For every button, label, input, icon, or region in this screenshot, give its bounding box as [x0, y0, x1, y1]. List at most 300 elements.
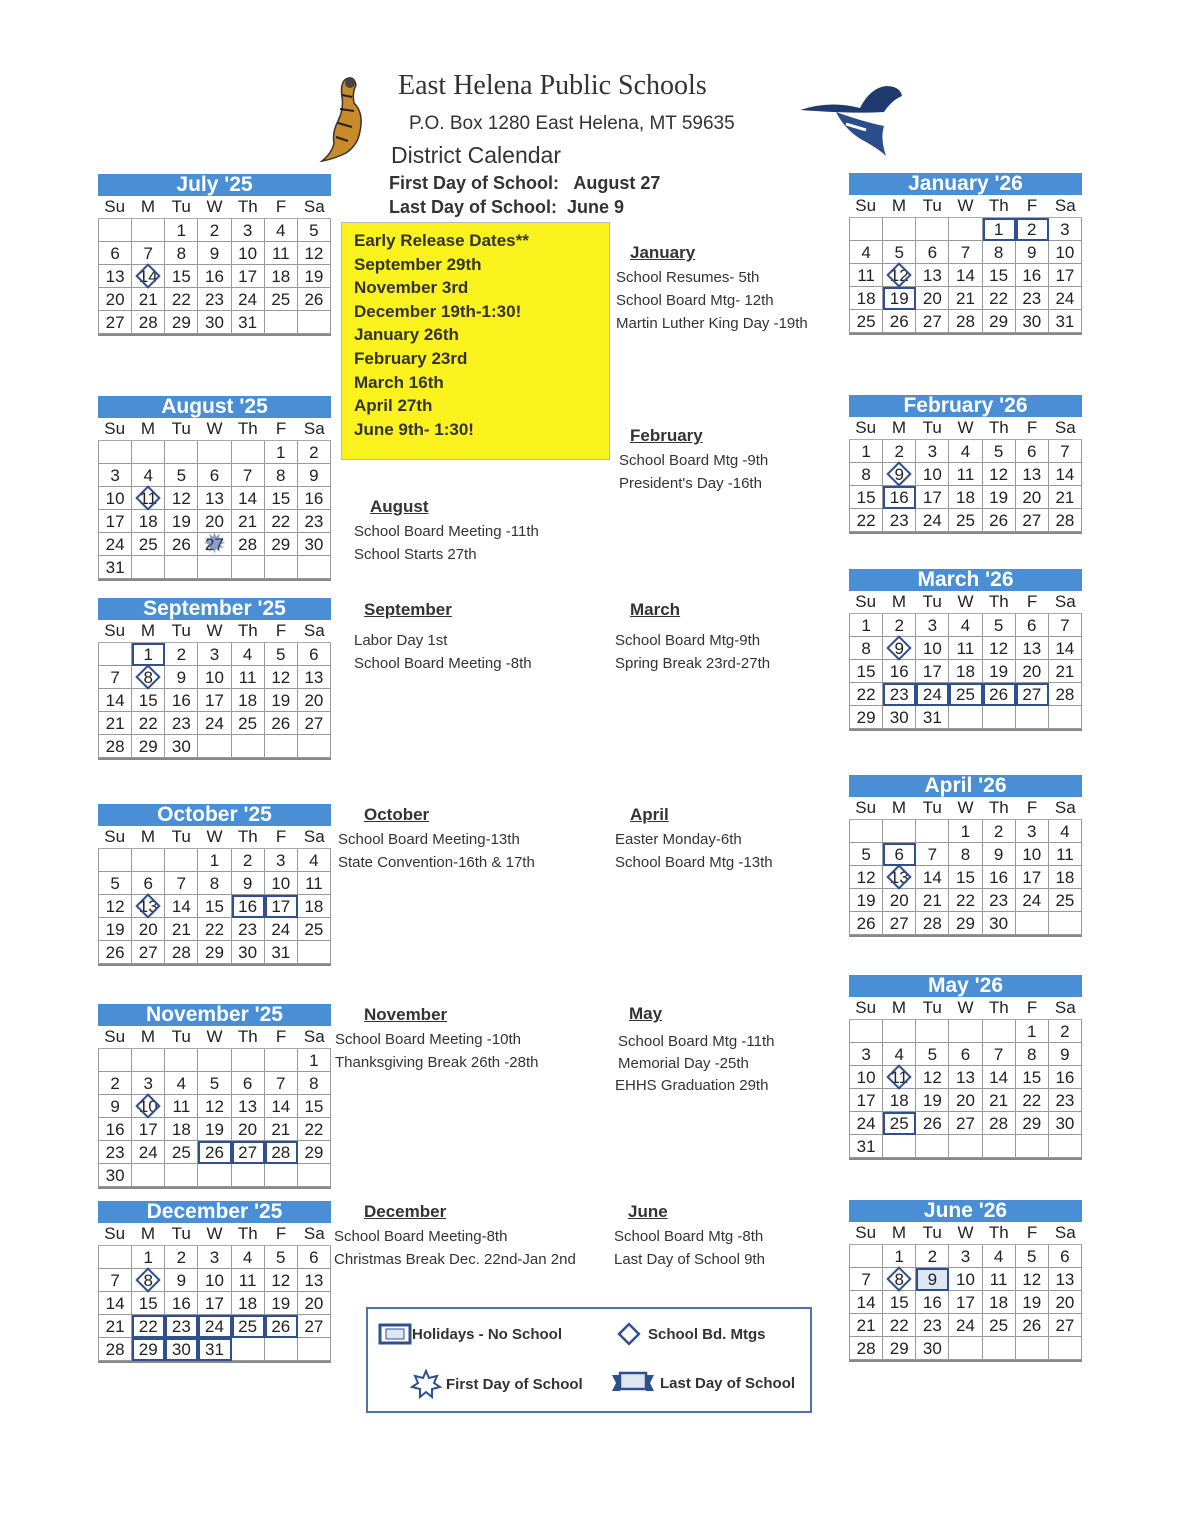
weekday-label: Su [855, 592, 877, 611]
month-title: May '26 [849, 975, 1082, 997]
weekday-label: M [891, 418, 906, 437]
early-release-date: June 9th- 1:30! [354, 419, 474, 439]
day-cell: 28 [916, 912, 949, 935]
day-cell: 11 [165, 1095, 198, 1118]
empty-day-cell [198, 735, 231, 758]
day-cell: 1 [132, 1246, 165, 1269]
day-cell: 25 [1049, 889, 1082, 912]
day-cell: 12 [165, 487, 198, 510]
day-cell: 18 [165, 1118, 198, 1141]
week-row [98, 1246, 331, 1269]
month-title: October '25 [98, 804, 331, 826]
day-cell: 4 [1049, 820, 1082, 843]
day-cell: 8 [983, 241, 1016, 264]
weekday-label: Su [855, 196, 877, 215]
day-cell: 15 [298, 1095, 331, 1118]
event-item: School Board Mtg -13th [615, 854, 773, 871]
week-row [849, 218, 1082, 241]
day-cell: 2 [883, 440, 916, 463]
day-cell: 17 [949, 1291, 982, 1314]
day-cell: 31 [916, 706, 949, 729]
day-cell: 9 [98, 1095, 132, 1118]
day-cell: 31 [98, 556, 132, 579]
day-cell: 2 [198, 219, 231, 242]
event-item: School Board Mtg -8th [614, 1228, 764, 1245]
empty-day-cell [265, 735, 298, 758]
legend-board [614, 1321, 766, 1347]
empty-day-cell [1016, 1135, 1049, 1158]
week-row [849, 912, 1082, 935]
event-item: EHHS Graduation 29th [615, 1077, 769, 1094]
weekday-row [849, 591, 1082, 614]
calendar-december-25 [98, 1201, 331, 1363]
day-cell: 2 [165, 643, 198, 666]
weekday-label: Tu [171, 827, 191, 846]
weekday-label: M [140, 621, 155, 640]
day-cell: 25 [132, 533, 165, 556]
diamond-icon [614, 1321, 644, 1347]
day-cell: 5 [883, 241, 916, 264]
weekday-label: W [957, 1223, 974, 1242]
day-cell: 6 [298, 1246, 331, 1269]
events-november [335, 1003, 538, 1074]
day-cell: 4 [883, 1043, 916, 1066]
day-cell: 15 [883, 1291, 916, 1314]
weekday-label: F [1026, 196, 1038, 215]
day-cell: 28 [165, 941, 198, 964]
day-cell: 21 [98, 712, 132, 735]
day-cell: 25 [883, 1112, 916, 1135]
day-cell: 14 [165, 895, 198, 918]
day-cell: 5 [916, 1043, 949, 1066]
weekday-label: Su [104, 621, 126, 640]
day-cell: 20 [1016, 486, 1049, 509]
day-cell: 11 [132, 487, 165, 510]
empty-day-cell [132, 441, 165, 464]
event-item: School Board Mtg -11th [618, 1033, 775, 1050]
day-cell: 20 [298, 689, 331, 712]
empty-day-cell [1049, 912, 1082, 935]
day-cell: 6 [916, 241, 949, 264]
empty-day-cell [949, 706, 982, 729]
day-cell: 3 [916, 614, 949, 637]
day-cell: 22 [883, 1314, 916, 1337]
page-title: East Helena Public Schools [398, 70, 707, 101]
day-cell: 10 [916, 637, 949, 660]
weekday-row [98, 826, 331, 849]
week-row [98, 1269, 331, 1292]
weekday-label: F [1026, 998, 1038, 1017]
day-cell: 26 [916, 1112, 949, 1135]
weekday-row [98, 1026, 331, 1049]
day-cell: 5 [983, 614, 1016, 637]
day-cell: 18 [1049, 866, 1082, 889]
week-row [98, 464, 331, 487]
day-cell: 6 [1016, 614, 1049, 637]
weekday-label: Th [988, 798, 1009, 817]
day-cell: 15 [849, 486, 883, 509]
day-cell: 22 [983, 287, 1016, 310]
day-cell: 26 [849, 912, 883, 935]
weekday-label: F [1026, 592, 1038, 611]
day-cell: 24 [1016, 889, 1049, 912]
day-cell: 14 [849, 1291, 883, 1314]
day-cell: 13 [1049, 1268, 1082, 1291]
day-cell: 30 [198, 311, 231, 334]
day-cell: 28 [1049, 509, 1082, 532]
day-cell: 3 [232, 219, 265, 242]
event-item: School Board Mtg-9th [615, 632, 761, 649]
weekday-label: M [140, 1027, 155, 1046]
day-cell: 23 [1016, 287, 1049, 310]
day-cell: 25 [983, 1314, 1016, 1337]
weekday-label: Th [988, 592, 1009, 611]
week-row [849, 1314, 1082, 1337]
month-heading: January [630, 243, 696, 262]
day-cell: 16 [165, 1292, 198, 1315]
day-cell: 27 [949, 1112, 982, 1135]
last-day-text: Last Day of School: June 9 [389, 197, 625, 217]
day-cell: 10 [198, 666, 231, 689]
day-cell: 3 [265, 849, 298, 872]
events-october [338, 803, 535, 874]
day-cell: 13 [198, 487, 231, 510]
day-cell: 18 [298, 895, 331, 918]
weekday-label: F [275, 419, 287, 438]
week-row [98, 918, 331, 941]
day-cell: 10 [849, 1066, 883, 1089]
day-cell: 15 [165, 265, 198, 288]
weekday-label: Su [104, 827, 126, 846]
empty-day-cell [265, 1338, 298, 1361]
week-row [849, 843, 1082, 866]
day-cell: 9 [983, 843, 1016, 866]
day-cell: 22 [849, 509, 883, 532]
day-cell: 8 [883, 1268, 916, 1291]
empty-day-cell [165, 556, 198, 579]
day-cell: 28 [98, 1338, 132, 1361]
day-cell: 25 [949, 509, 982, 532]
events-december [334, 1200, 576, 1271]
day-cell: 8 [849, 637, 883, 660]
weekday-label: F [1026, 798, 1038, 817]
calendar-april-26 [849, 775, 1082, 937]
day-cell: 10 [98, 487, 132, 510]
day-cell: 11 [1049, 843, 1082, 866]
month-title: January '26 [849, 173, 1082, 195]
month-heading: March [630, 600, 681, 619]
week-row [849, 1268, 1082, 1291]
day-cell: 29 [265, 533, 298, 556]
day-cell: 14 [949, 264, 982, 287]
week-row [849, 440, 1082, 463]
week-row [98, 849, 331, 872]
day-cell: 28 [232, 533, 265, 556]
day-cell: 16 [1049, 1066, 1082, 1089]
weekday-label: W [206, 1027, 223, 1046]
day-cell: 5 [265, 643, 298, 666]
month-heading: June [628, 1202, 668, 1221]
day-cell: 5 [1016, 1245, 1049, 1268]
event-item: School Board Mtg- 12th [616, 292, 774, 309]
events-february [619, 424, 768, 495]
month-title: August '25 [98, 396, 331, 418]
weekday-label: Sa [303, 621, 325, 640]
day-cell: 8 [165, 242, 198, 265]
empty-day-cell [1049, 706, 1082, 729]
empty-day-cell [165, 1049, 198, 1072]
calendar-may-26 [849, 975, 1082, 1160]
address: P.O. Box 1280 East Helena, MT 59635 [409, 113, 735, 134]
empty-day-cell [1049, 1135, 1082, 1158]
day-cell: 14 [983, 1066, 1016, 1089]
day-cell: 30 [1049, 1112, 1082, 1135]
empty-day-cell [949, 1337, 982, 1360]
empty-day-cell [165, 849, 198, 872]
week-row [98, 666, 331, 689]
day-cell: 9 [883, 463, 916, 486]
day-cell: 13 [949, 1066, 982, 1089]
day-cell: 23 [198, 288, 231, 311]
event-item: Thanksgiving Break 26th -28th [335, 1054, 539, 1071]
day-cell: 7 [98, 666, 132, 689]
weekday-label: W [957, 196, 974, 215]
empty-day-cell [298, 1164, 331, 1187]
day-cell: 19 [265, 1292, 298, 1315]
day-cell: 15 [265, 487, 298, 510]
day-cell: 29 [298, 1141, 331, 1164]
day-cell: 21 [849, 1314, 883, 1337]
week-row [98, 242, 331, 265]
day-cell: 8 [265, 464, 298, 487]
weekday-label: Sa [303, 197, 325, 216]
weekday-label: Th [237, 621, 258, 640]
day-cell: 4 [298, 849, 331, 872]
day-cell: 12 [298, 242, 331, 265]
day-cell: 24 [1049, 287, 1082, 310]
day-cell: 27 [1016, 683, 1049, 706]
day-cell: 23 [883, 509, 916, 532]
day-cell: 14 [98, 689, 132, 712]
empty-day-cell [883, 1135, 916, 1158]
day-cell: 25 [949, 683, 982, 706]
empty-day-cell [983, 1135, 1016, 1158]
day-cell: 29 [132, 735, 165, 758]
weekday-label: Tu [171, 1224, 191, 1243]
weekday-label: Tu [922, 196, 942, 215]
day-cell: 29 [132, 1338, 165, 1361]
early-release-box [341, 222, 610, 460]
day-cell: 7 [232, 464, 265, 487]
day-cell: 10 [198, 1269, 231, 1292]
day-cell: 19 [98, 918, 132, 941]
week-row [849, 706, 1082, 729]
event-item: School Board Meeting -11th [354, 523, 539, 540]
empty-day-cell [949, 218, 982, 241]
day-cell: 22 [1016, 1089, 1049, 1112]
week-row [98, 556, 331, 579]
weekday-label: Su [855, 998, 877, 1017]
event-item: President's Day -16th [619, 475, 762, 492]
day-cell: 11 [265, 242, 298, 265]
day-cell: 16 [916, 1291, 949, 1314]
day-cell: 9 [165, 1269, 198, 1292]
day-cell: 12 [983, 463, 1016, 486]
day-cell: 28 [849, 1337, 883, 1360]
day-cell: 12 [265, 666, 298, 689]
day-cell: 21 [916, 889, 949, 912]
empty-day-cell [883, 218, 916, 241]
day-cell: 20 [883, 889, 916, 912]
day-cell: 27 [1049, 1314, 1082, 1337]
day-cell: 24 [98, 533, 132, 556]
legend-holidays [378, 1321, 562, 1347]
day-cell: 1 [132, 643, 165, 666]
day-cell: 7 [949, 241, 982, 264]
week-row [849, 1337, 1082, 1360]
day-cell: 17 [1016, 866, 1049, 889]
week-row [849, 310, 1082, 333]
day-cell: 4 [983, 1245, 1016, 1268]
weekday-label: Tu [922, 798, 942, 817]
week-row [98, 735, 331, 758]
day-cell: 3 [1049, 218, 1082, 241]
day-cell: 21 [1049, 660, 1082, 683]
empty-day-cell [98, 643, 132, 666]
day-cell: 7 [1049, 440, 1082, 463]
weekday-label: M [891, 196, 906, 215]
weekday-label: Th [237, 827, 258, 846]
day-cell: 30 [298, 533, 331, 556]
empty-day-cell [232, 1164, 265, 1187]
empty-day-cell [198, 1049, 231, 1072]
day-cell: 1 [1016, 1020, 1049, 1043]
weekday-label: Th [988, 998, 1009, 1017]
week-row [849, 509, 1082, 532]
week-row [849, 1020, 1082, 1043]
month-heading: November [364, 1005, 448, 1024]
day-cell: 8 [298, 1072, 331, 1095]
day-cell: 10 [949, 1268, 982, 1291]
weekday-label: Th [237, 197, 258, 216]
day-cell: 30 [232, 941, 265, 964]
day-cell: 22 [198, 918, 231, 941]
day-cell: 9 [1049, 1043, 1082, 1066]
empty-day-cell [949, 1020, 982, 1043]
day-cell: 12 [849, 866, 883, 889]
week-row [849, 1112, 1082, 1135]
calendar-september-25 [98, 598, 331, 760]
day-cell: 14 [1049, 463, 1082, 486]
day-cell: 26 [983, 683, 1016, 706]
day-cell: 3 [849, 1043, 883, 1066]
empty-day-cell [132, 849, 165, 872]
day-cell: 26 [883, 310, 916, 333]
calendar-march-26 [849, 569, 1082, 731]
day-cell: 20 [98, 288, 132, 311]
day-cell: 22 [298, 1118, 331, 1141]
day-cell: 1 [198, 849, 231, 872]
legend-first [410, 1369, 583, 1399]
day-cell: 18 [949, 486, 982, 509]
weekday-label: Su [104, 419, 126, 438]
day-cell: 23 [232, 918, 265, 941]
calendar-august-25 [98, 396, 331, 581]
legend-holidays-label: Holidays - No School [412, 1325, 563, 1343]
week-row [849, 463, 1082, 486]
empty-day-cell [983, 706, 1016, 729]
empty-day-cell [232, 735, 265, 758]
empty-day-cell [298, 1338, 331, 1361]
day-cell: 6 [883, 843, 916, 866]
month-title: November '25 [98, 1004, 331, 1026]
early-release-date: March 16th [354, 372, 444, 392]
day-cell: 29 [198, 941, 231, 964]
day-cell: 28 [1049, 683, 1082, 706]
weekday-row [98, 418, 331, 441]
day-cell: 20 [298, 1292, 331, 1315]
day-cell: 5 [165, 464, 198, 487]
day-cell: 8 [132, 1269, 165, 1292]
day-cell: 15 [132, 1292, 165, 1315]
day-cell: 17 [198, 1292, 231, 1315]
week-row [98, 265, 331, 288]
day-cell: 26 [98, 941, 132, 964]
day-cell: 2 [98, 1072, 132, 1095]
day-cell: 9 [883, 637, 916, 660]
day-cell: 12 [916, 1066, 949, 1089]
week-row [849, 1089, 1082, 1112]
day-cell: 9 [1016, 241, 1049, 264]
event-item: School Board Meeting -8th [354, 655, 532, 672]
day-cell: 2 [1049, 1020, 1082, 1043]
week-row [98, 288, 331, 311]
legend-box [366, 1307, 812, 1413]
day-cell: 13 [298, 1269, 331, 1292]
day-cell: 18 [883, 1089, 916, 1112]
banner-icon [610, 1369, 656, 1397]
day-cell: 11 [298, 872, 331, 895]
day-cell: 19 [1016, 1291, 1049, 1314]
empty-day-cell [298, 311, 331, 334]
empty-day-cell [849, 820, 883, 843]
week-row [849, 614, 1082, 637]
empty-day-cell [98, 219, 132, 242]
event-item: School Starts 27th [354, 546, 477, 563]
weekday-label: M [140, 419, 155, 438]
day-cell: 15 [849, 660, 883, 683]
day-cell: 15 [198, 895, 231, 918]
empty-day-cell [98, 441, 132, 464]
week-row [849, 866, 1082, 889]
day-cell: 20 [232, 1118, 265, 1141]
week-row [849, 1245, 1082, 1268]
week-row [98, 1141, 331, 1164]
day-cell: 19 [165, 510, 198, 533]
events-april [615, 803, 773, 874]
weekday-label: M [891, 998, 906, 1017]
weekday-label: W [206, 1224, 223, 1243]
weekday-label: Su [104, 1027, 126, 1046]
weekday-label: Sa [1054, 998, 1076, 1017]
week-row [98, 311, 331, 334]
day-cell: 20 [1016, 660, 1049, 683]
day-cell: 3 [949, 1245, 982, 1268]
day-cell: 10 [1049, 241, 1082, 264]
day-cell: 1 [849, 440, 883, 463]
day-cell: 11 [983, 1268, 1016, 1291]
weekday-row [849, 997, 1082, 1020]
